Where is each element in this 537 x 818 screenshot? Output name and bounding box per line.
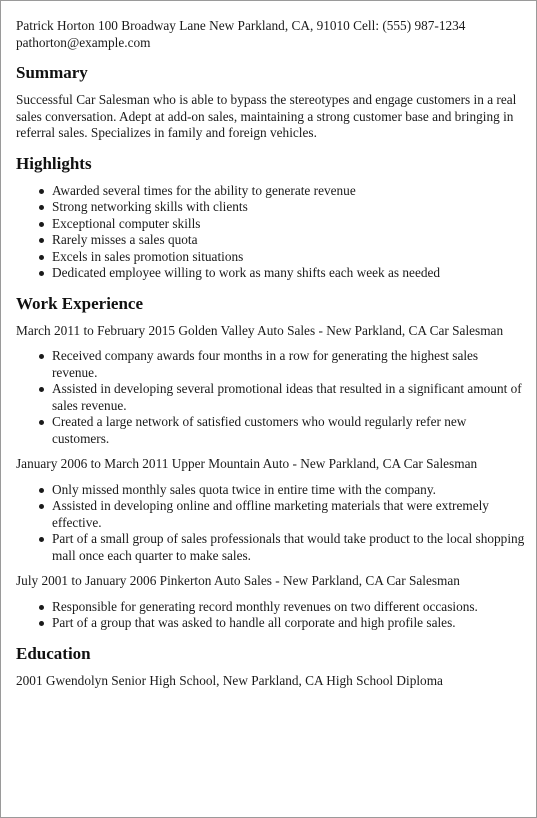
highlight-item: Exceptional computer skills — [52, 216, 526, 233]
job-bullets — [16, 482, 526, 565]
highlights-heading: Highlights — [16, 153, 92, 173]
job-header: March 2011 to February 2015 Golden Valley Auto Sales - New Parkland, CA Car Salesman — [16, 322, 504, 338]
summary-text: Successful Car Salesman who is able to bypass the stereotypes and engage customers in a real sales conversation. Adept at add-on sales, maintaining a strong customer base and bringing in referral sales. Specializes in family and foreign vehicles. — [16, 92, 517, 140]
highlight-item: Awarded several times for the ability to generate revenue — [52, 183, 526, 200]
job-header: January 2006 to March 2011 Upper Mountain Auto - New Parkland, CA Car Salesman — [16, 456, 478, 471]
job-bullets — [16, 348, 526, 447]
education-heading: Education — [16, 643, 91, 663]
highlights-list — [16, 183, 526, 282]
summary-heading: Summary — [16, 63, 88, 82]
job-entry — [16, 323, 526, 448]
education-entry: 2001 Gwendolyn Senior High School, New Parkland, CA High School Diploma — [16, 672, 443, 688]
job-bullet: Part of a small group of sales professionals that would take product to the local shopping mall once each quarter to make sales. — [52, 531, 525, 563]
highlight-item: Dedicated employee willing to work as many shifts each week as needed — [52, 265, 526, 282]
resume-content — [16, 18, 526, 689]
job-bullet: Created a large network of satisfied customers who would regularly refer new customers. — [52, 414, 526, 447]
job-bullet: Received company awards four months in a row for generating the highest sales revenue. — [52, 348, 526, 381]
job-bullet: Responsible for generating record monthly revenues on two different occasions. — [52, 599, 526, 616]
job-bullet: Part of a group that was asked to handle all corporate and high profile sales. — [52, 615, 526, 632]
job-header: July 2001 to January 2006 Pinkerton Auto Sales - New Parkland, CA Car Salesman — [16, 573, 460, 588]
job-bullet: Assisted in developing online and offline marketing materials that were extremely effective. — [52, 498, 526, 531]
contact-info: Patrick Horton 100 Broadway Lane New Parkland, CA, 91010 Cell: (555) 987-1234 pathorton@example.com — [16, 18, 466, 50]
highlight-item: Strong networking skills with clients — [52, 199, 526, 216]
job-bullet: Assisted in developing several promotional ideas that resulted in a significant amount of sales revenue. — [52, 381, 526, 414]
job-entry — [16, 456, 526, 564]
job-bullets — [16, 599, 526, 632]
work-experience-heading: Work Experience — [16, 293, 144, 313]
highlight-item: Rarely misses a sales quota — [52, 232, 526, 249]
highlight-item: Excels in sales promotion situations — [52, 249, 526, 266]
job-bullet: Only missed monthly sales quota twice in entire time with the company. — [52, 482, 526, 499]
job-entry — [16, 573, 526, 632]
